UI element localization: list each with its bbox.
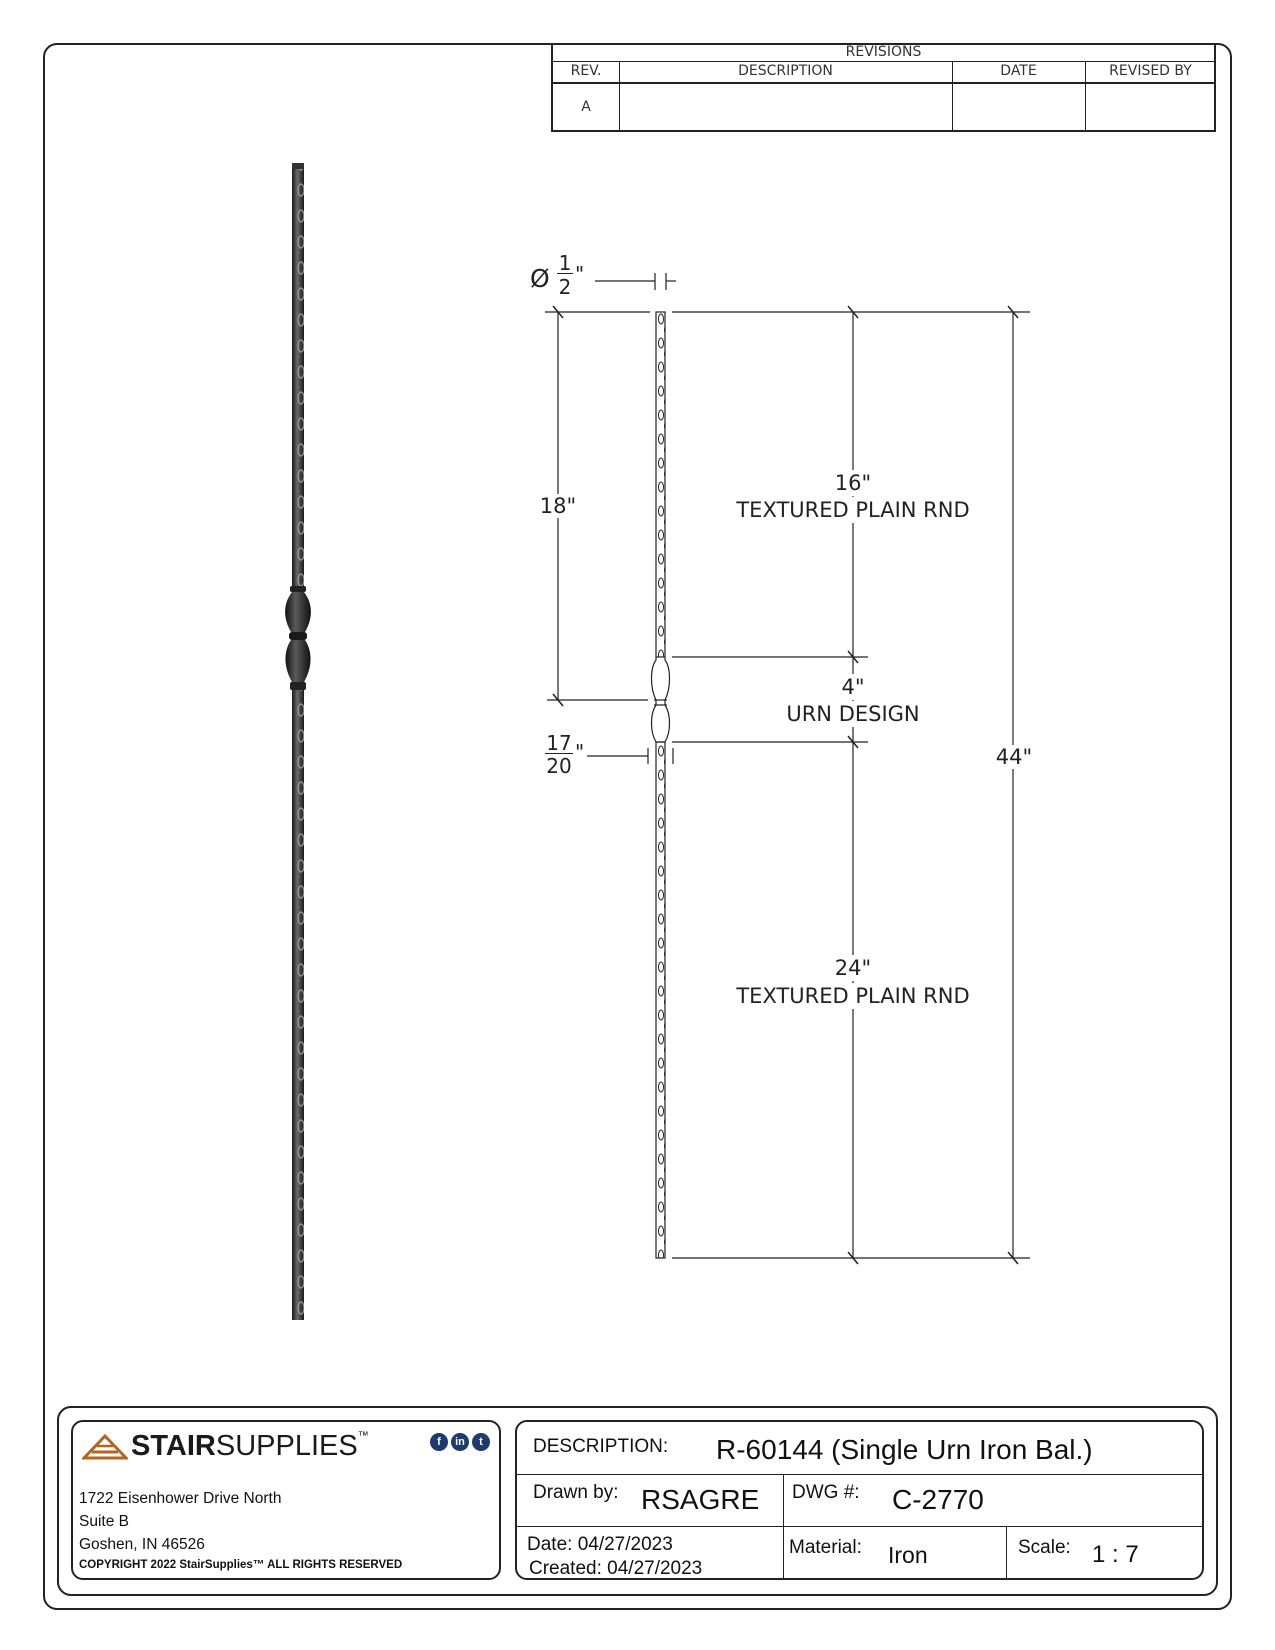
revision-row-rev: A (581, 99, 591, 115)
urn-design-label: URN DESIGN (758, 701, 948, 727)
logo-bold: STAIR (131, 1430, 216, 1462)
address-line-2: Suite B (79, 1513, 129, 1530)
linkedin-icon[interactable]: in (451, 1433, 469, 1451)
address-line-3: Goshen, IN 46526 (79, 1536, 205, 1553)
twitter-icon[interactable]: t (472, 1433, 490, 1451)
urn-width-numerator: 17 (546, 731, 572, 755)
dwg-number-value: C-2770 (892, 1484, 984, 1515)
dim-18-inch: 18" (535, 494, 581, 518)
header-rev: REV. (570, 63, 602, 79)
copyright-notice: COPYRIGHT 2022 StairSupplies™ ALL RIGHTS RESERVED (79, 1559, 403, 1571)
dim-44-inch: 44" (992, 745, 1036, 769)
company-logo-text (131, 1430, 369, 1463)
diameter-numerator: 1 (558, 251, 572, 275)
drawn-by-label: Drawn by: (533, 1482, 619, 1503)
description-value: R-60144 (Single Urn Iron Bal.) (716, 1434, 1093, 1465)
diameter-symbol: Ø (530, 264, 550, 293)
revisions-title: REVISIONS (553, 43, 1214, 62)
urn-width-inch-mark: " (575, 740, 585, 764)
description-label: DESCRIPTION: (533, 1436, 669, 1457)
scale-label: Scale: (1018, 1537, 1071, 1558)
diameter-denominator: 2 (558, 275, 572, 299)
date-line: Date: 04/27/2023 (527, 1534, 673, 1555)
address-line-1: 1722 Eisenhower Drive North (79, 1490, 282, 1507)
header-date: DATE (1000, 63, 1037, 79)
dwg-number-label: DWG #: (792, 1482, 860, 1503)
baluster-3d-view (285, 163, 311, 1320)
lower-section-label: TEXTURED PLAIN RND (728, 983, 978, 1009)
diameter-inch-mark: " (575, 262, 585, 286)
created-line: Created: 04/27/2023 (529, 1558, 703, 1579)
facebook-icon[interactable]: f (430, 1433, 448, 1451)
dim-4-inch: 4" (758, 674, 948, 700)
material-value: Iron (888, 1542, 928, 1568)
scale-value: 1 : 7 (1092, 1541, 1139, 1568)
drawn-by-value: RSAGRE (641, 1484, 760, 1515)
logo-trademark: ™ (357, 1430, 369, 1442)
stair-logo-icon (82, 1434, 128, 1462)
logo-light: SUPPLIES (215, 1430, 358, 1462)
baluster-line-view (652, 312, 670, 1258)
header-description: DESCRIPTION (738, 63, 833, 79)
dim-24-inch: 24" (728, 955, 978, 981)
urn-width-denominator: 20 (546, 754, 572, 778)
header-revised-by: REVISED BY (1109, 63, 1192, 79)
material-label: Material: (789, 1537, 862, 1558)
upper-section-label: TEXTURED PLAIN RND (728, 497, 978, 523)
dim-16-inch: 16" (728, 470, 978, 496)
